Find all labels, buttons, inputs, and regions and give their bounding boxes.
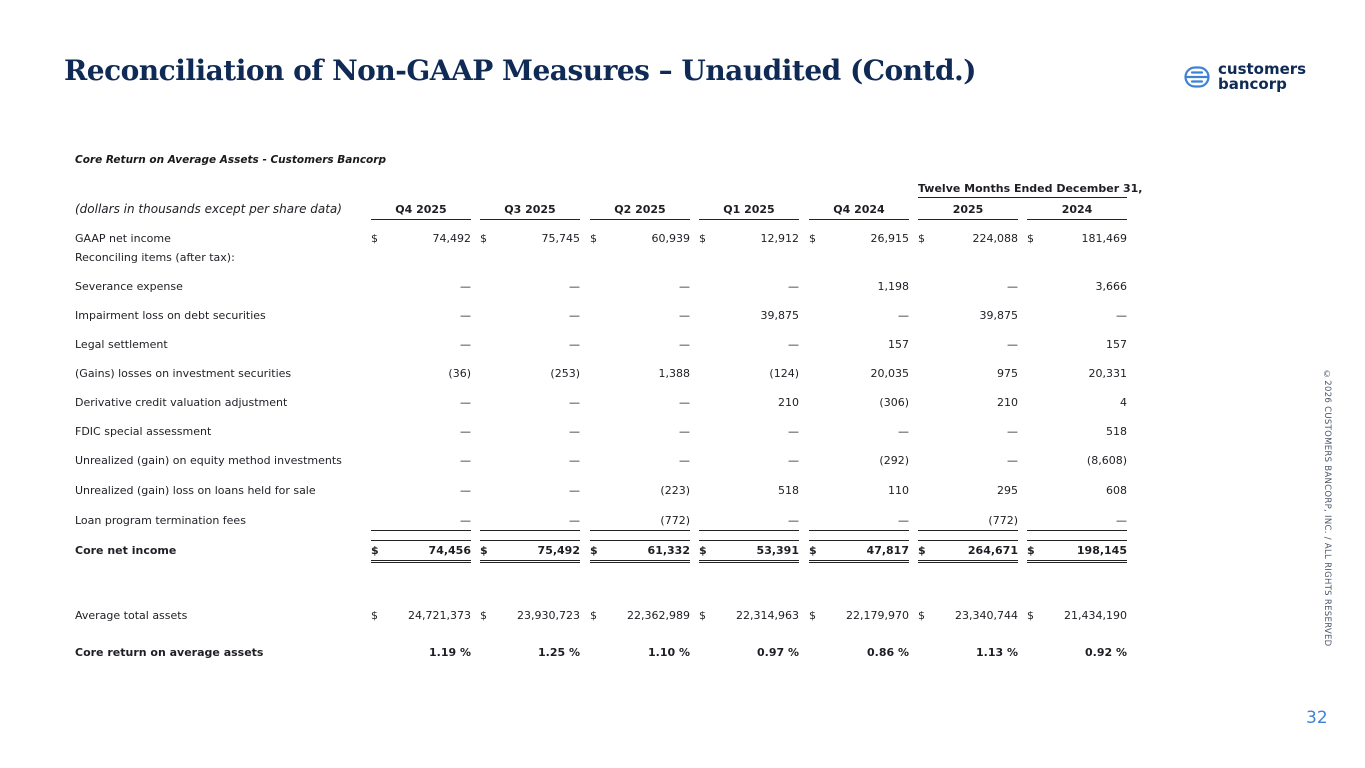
- currency-symbol: $: [480, 609, 487, 622]
- table-cell: [809, 367, 909, 383]
- units-label: (dollars in thousands except per share data): [75, 202, 342, 216]
- reconciling-items-label: [0, 251, 1365, 267]
- table-cell: [480, 609, 580, 625]
- cell-value: —: [1116, 514, 1127, 527]
- column-header-row: [0, 203, 1365, 219]
- table-row: [0, 396, 1365, 412]
- table-cell: [480, 454, 580, 470]
- table-cell: [480, 280, 580, 296]
- table-cell: [918, 367, 1018, 383]
- table-cell: [699, 280, 799, 296]
- table-row: [0, 514, 1365, 530]
- row-label: Derivative credit valuation adjustment: [75, 396, 288, 409]
- table-cell: [809, 609, 909, 625]
- cell-value: —: [788, 425, 799, 438]
- currency-symbol: $: [809, 609, 816, 622]
- table-row: [0, 454, 1365, 470]
- table-cell: [699, 367, 799, 383]
- table-cell: [371, 609, 471, 625]
- row-label: Unrealized (gain) on equity method investments: [75, 454, 342, 467]
- table-cell: [918, 540, 1018, 563]
- column-header: 2025: [918, 203, 1018, 220]
- table-row: [0, 425, 1365, 441]
- currency-symbol: $: [809, 232, 816, 245]
- currency-symbol: $: [809, 544, 817, 557]
- table-cell: [699, 540, 799, 563]
- table-cell: [590, 484, 690, 500]
- cell-value: 0.97 %: [757, 646, 799, 659]
- cell-value: 1.10 %: [648, 646, 690, 659]
- table-cell: [918, 425, 1018, 441]
- cell-value: —: [679, 396, 690, 409]
- table-cell: [809, 425, 909, 441]
- table-cell: [371, 514, 471, 531]
- cell-value: 264,671: [967, 544, 1018, 557]
- cell-value: (306): [879, 396, 909, 409]
- cell-value: —: [460, 484, 471, 497]
- cell-value: —: [788, 338, 799, 351]
- cell-value: —: [569, 454, 580, 467]
- core-net-income-row: [0, 544, 1365, 560]
- table-cell: [590, 280, 690, 296]
- row-label: Loan program termination fees: [75, 514, 246, 527]
- average-total-assets-row: [0, 609, 1365, 625]
- row-label: Reconciling items (after tax):: [75, 251, 235, 264]
- cell-value: 12,912: [760, 232, 799, 245]
- table-cell: [590, 646, 690, 662]
- table-cell: [918, 396, 1018, 412]
- cell-value: 0.92 %: [1085, 646, 1127, 659]
- table-cell: [699, 425, 799, 441]
- cell-value: —: [460, 425, 471, 438]
- table-cell: [371, 280, 471, 296]
- cell-value: 157: [888, 338, 909, 351]
- table-cell: [1027, 280, 1127, 296]
- gaap-net-income-row: [0, 232, 1365, 248]
- table-cell: [590, 425, 690, 441]
- cell-value: —: [569, 309, 580, 322]
- row-label: Severance expense: [75, 280, 183, 293]
- table-cell: [809, 396, 909, 412]
- table-cell: [809, 232, 909, 248]
- table-cell: [590, 309, 690, 325]
- cell-value: 22,362,989: [627, 609, 690, 622]
- cell-value: —: [788, 280, 799, 293]
- table-row: [0, 484, 1365, 500]
- currency-symbol: $: [918, 544, 926, 557]
- customers-bancorp-logo-icon: [1184, 64, 1210, 90]
- table-cell: [480, 484, 580, 500]
- column-header: Q4 2024: [809, 203, 909, 220]
- table-cell: [590, 454, 690, 470]
- table-cell: [809, 484, 909, 500]
- currency-symbol: $: [699, 232, 706, 245]
- table-cell: [1027, 484, 1127, 500]
- row-label: Unrealized (gain) loss on loans held for sale: [75, 484, 316, 497]
- cell-value: 20,035: [870, 367, 909, 380]
- cell-value: 22,179,970: [846, 609, 909, 622]
- cell-value: 74,492: [432, 232, 471, 245]
- cell-value: 53,391: [756, 544, 799, 557]
- table-cell: [809, 646, 909, 662]
- cell-value: 23,340,744: [955, 609, 1018, 622]
- table-cell: [371, 454, 471, 470]
- table-cell: [699, 609, 799, 625]
- table-cell: [918, 232, 1018, 248]
- column-header: Q3 2025: [480, 203, 580, 220]
- cell-value: 975: [997, 367, 1018, 380]
- cell-value: (292): [879, 454, 909, 467]
- row-label: FDIC special assessment: [75, 425, 212, 438]
- table-cell: [480, 396, 580, 412]
- twelve-months-header: Twelve Months Ended December 31,: [918, 182, 1127, 198]
- column-header: 2024: [1027, 203, 1127, 220]
- copyright-notice: ©2026 CUSTOMERS BANCORP, INC. / ALL RIGHTS RESERVED: [1322, 370, 1332, 647]
- table-cell: [699, 484, 799, 500]
- cell-value: 39,875: [760, 309, 799, 322]
- table-cell: [371, 646, 471, 662]
- table-cell: [590, 367, 690, 383]
- table-cell: [590, 609, 690, 625]
- cell-value: —: [788, 454, 799, 467]
- cell-value: 60,939: [651, 232, 690, 245]
- page-number: 32: [1306, 708, 1328, 728]
- table-cell: [1027, 309, 1127, 325]
- cell-value: 61,332: [647, 544, 690, 557]
- currency-symbol: $: [1027, 609, 1034, 622]
- table-cell: [371, 540, 471, 563]
- cell-value: —: [679, 280, 690, 293]
- currency-symbol: $: [590, 609, 597, 622]
- cell-value: —: [898, 425, 909, 438]
- cell-value: —: [1116, 309, 1127, 322]
- column-header: Q4 2025: [371, 203, 471, 220]
- table-cell: [1027, 396, 1127, 412]
- table-cell: [699, 514, 799, 531]
- column-header: Q1 2025: [699, 203, 799, 220]
- cell-value: 4: [1120, 396, 1127, 409]
- row-label: Legal settlement: [75, 338, 168, 351]
- cell-value: (772): [660, 514, 690, 527]
- table-cell: [1027, 425, 1127, 441]
- column-header: Q2 2025: [590, 203, 690, 220]
- cell-value: —: [679, 309, 690, 322]
- cell-value: —: [569, 484, 580, 497]
- cell-value: —: [460, 454, 471, 467]
- table-cell: [480, 540, 580, 563]
- cell-value: (8,608): [1086, 454, 1127, 467]
- cell-value: (36): [448, 367, 471, 380]
- cell-value: —: [569, 514, 580, 527]
- currency-symbol: $: [1027, 544, 1035, 557]
- table-cell: [480, 338, 580, 354]
- cell-value: 24,721,373: [408, 609, 471, 622]
- currency-symbol: $: [480, 232, 487, 245]
- table-cell: [371, 484, 471, 500]
- currency-symbol: $: [918, 232, 925, 245]
- table-cell: [371, 232, 471, 248]
- table-row: [0, 367, 1365, 383]
- cell-value: (253): [550, 367, 580, 380]
- table-cell: [480, 514, 580, 531]
- table-cell: [918, 646, 1018, 662]
- table-cell: [918, 280, 1018, 296]
- currency-symbol: $: [590, 544, 598, 557]
- cell-value: 295: [997, 484, 1018, 497]
- table-cell: [1027, 454, 1127, 470]
- table-cell: [590, 540, 690, 563]
- cell-value: 75,492: [537, 544, 580, 557]
- cell-value: —: [679, 338, 690, 351]
- table-cell: [699, 396, 799, 412]
- cell-value: (223): [660, 484, 690, 497]
- core-roaa-row: [0, 646, 1365, 662]
- table-cell: [1027, 609, 1127, 625]
- table-cell: [699, 646, 799, 662]
- cell-value: 1,388: [658, 367, 690, 380]
- cell-value: 26,915: [870, 232, 909, 245]
- row-label: (Gains) losses on investment securities: [75, 367, 292, 380]
- table-cell: [918, 309, 1018, 325]
- cell-value: 210: [778, 396, 799, 409]
- table-cell: [1027, 338, 1127, 354]
- logo-text-line1: customers: [1218, 60, 1307, 78]
- table-cell: [918, 609, 1018, 625]
- cell-value: 75,745: [541, 232, 580, 245]
- table-cell: [1027, 514, 1127, 531]
- table-row: [0, 338, 1365, 354]
- cell-value: —: [569, 425, 580, 438]
- cell-value: —: [460, 280, 471, 293]
- table-cell: [371, 309, 471, 325]
- table-cell: [590, 514, 690, 531]
- cell-value: 1,198: [877, 280, 909, 293]
- cell-value: 1.25 %: [538, 646, 580, 659]
- cell-value: 21,434,190: [1064, 609, 1127, 622]
- cell-value: —: [1007, 338, 1018, 351]
- cell-value: 1.13 %: [976, 646, 1018, 659]
- table-cell: [480, 425, 580, 441]
- cell-value: 157: [1106, 338, 1127, 351]
- currency-symbol: $: [918, 609, 925, 622]
- cell-value: 181,469: [1081, 232, 1127, 245]
- table-cell: [1027, 646, 1127, 662]
- table-row: [0, 280, 1365, 296]
- cell-value: 518: [1106, 425, 1127, 438]
- cell-value: —: [1007, 425, 1018, 438]
- cell-value: 0.86 %: [867, 646, 909, 659]
- currency-symbol: $: [1027, 232, 1034, 245]
- table-cell: [809, 454, 909, 470]
- logo-text-line2: bancorp: [1218, 75, 1287, 93]
- cell-value: 518: [778, 484, 799, 497]
- row-label: GAAP net income: [75, 232, 171, 245]
- cell-value: 110: [888, 484, 909, 497]
- table-cell: [809, 280, 909, 296]
- currency-symbol: $: [371, 609, 378, 622]
- cell-value: —: [460, 396, 471, 409]
- table-cell: [480, 232, 580, 248]
- table-cell: [918, 454, 1018, 470]
- table-cell: [699, 338, 799, 354]
- cell-value: 23,930,723: [517, 609, 580, 622]
- table-cell: [371, 367, 471, 383]
- cell-value: —: [1007, 454, 1018, 467]
- table-cell: [590, 396, 690, 412]
- company-logo: [1184, 62, 1306, 92]
- page-title: Reconciliation of Non-GAAP Measures – Unaudited (Contd.): [64, 54, 977, 87]
- cell-value: 210: [997, 396, 1018, 409]
- cell-value: —: [788, 514, 799, 527]
- cell-value: (772): [988, 514, 1018, 527]
- table-cell: [371, 396, 471, 412]
- currency-symbol: $: [590, 232, 597, 245]
- currency-symbol: $: [699, 609, 706, 622]
- cell-value: 74,456: [428, 544, 471, 557]
- cell-value: 608: [1106, 484, 1127, 497]
- table-cell: [371, 425, 471, 441]
- table-cell: [918, 514, 1018, 531]
- table-cell: [699, 454, 799, 470]
- table-cell: [480, 646, 580, 662]
- currency-symbol: $: [480, 544, 488, 557]
- cell-value: —: [1007, 280, 1018, 293]
- table-cell: [809, 540, 909, 563]
- table-cell: [809, 514, 909, 531]
- cell-value: —: [460, 338, 471, 351]
- table-cell: [590, 232, 690, 248]
- cell-value: —: [898, 309, 909, 322]
- table-cell: [809, 338, 909, 354]
- row-label: Impairment loss on debt securities: [75, 309, 266, 322]
- row-label: Core net income: [75, 544, 177, 557]
- currency-symbol: $: [371, 232, 378, 245]
- cell-value: 22,314,963: [736, 609, 799, 622]
- cell-value: 3,666: [1095, 280, 1127, 293]
- currency-symbol: $: [371, 544, 379, 557]
- table-cell: [371, 338, 471, 354]
- cell-value: —: [460, 514, 471, 527]
- table-cell: [809, 309, 909, 325]
- table-cell: [918, 338, 1018, 354]
- table-cell: [1027, 232, 1127, 248]
- row-label: Average total assets: [75, 609, 188, 622]
- cell-value: 198,145: [1076, 544, 1127, 557]
- cell-value: —: [898, 514, 909, 527]
- cell-value: 39,875: [979, 309, 1018, 322]
- table-cell: [699, 309, 799, 325]
- cell-value: 224,088: [972, 232, 1018, 245]
- currency-symbol: $: [699, 544, 707, 557]
- cell-value: 1.19 %: [429, 646, 471, 659]
- cell-value: —: [679, 454, 690, 467]
- section-title: Core Return on Average Assets - Customers Bancorp: [75, 154, 386, 166]
- table-cell: [480, 367, 580, 383]
- cell-value: 20,331: [1088, 367, 1127, 380]
- cell-value: —: [569, 396, 580, 409]
- row-label: Core return on average assets: [75, 646, 264, 659]
- table-cell: [918, 484, 1018, 500]
- cell-value: —: [460, 309, 471, 322]
- table-cell: [1027, 367, 1127, 383]
- cell-value: —: [569, 338, 580, 351]
- table-cell: [699, 232, 799, 248]
- table-cell: [590, 338, 690, 354]
- cell-value: (124): [769, 367, 799, 380]
- table-cell: [480, 309, 580, 325]
- table-row: [0, 309, 1365, 325]
- cell-value: —: [679, 425, 690, 438]
- table-cell: [1027, 540, 1127, 563]
- cell-value: 47,817: [866, 544, 909, 557]
- cell-value: —: [569, 280, 580, 293]
